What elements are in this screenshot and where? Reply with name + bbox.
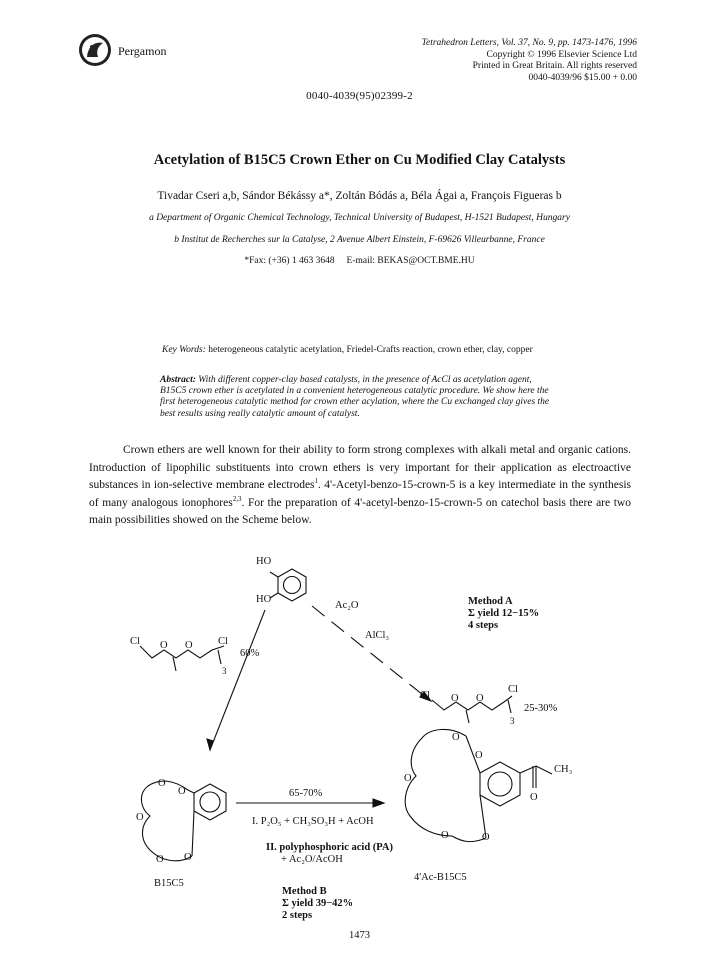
label-reagent-1: I. P₂O₅ + CH₃SO₃H + AcOH xyxy=(252,816,374,827)
label-o-ac-1: O xyxy=(452,732,460,743)
paper-title: Acetylation of B15C5 Crown Ether on Cu Modified Clay Catalysts xyxy=(153,152,566,168)
dichloro-ether-right xyxy=(432,696,512,723)
dashed-arrow-method-a xyxy=(312,606,423,695)
method-b-steps: 2 steps xyxy=(282,910,313,921)
label-o-left-2: O xyxy=(185,640,193,651)
label-alcl3: AlCl₃ xyxy=(365,630,390,641)
label-reagent-3: + Ac₂O/AcOH xyxy=(281,854,343,865)
label-cl-right-1: Cl xyxy=(420,690,430,701)
abstract xyxy=(160,375,560,420)
label-reagent-2: II. polyphosphoric acid (PA) xyxy=(266,842,393,853)
abstract-label: Abstract: xyxy=(160,375,196,385)
label-cl-right-2: Cl xyxy=(508,684,518,695)
journal-citation: Tetrahedron Letters, Vol. 37, No. 9, pp. 1473-1476, 1996 xyxy=(421,38,637,48)
publisher-name: Pergamon xyxy=(118,44,167,58)
method-a-steps: 4 steps xyxy=(468,620,499,631)
label-ho-bottom: HO xyxy=(256,594,272,605)
dichloro-ether-left xyxy=(140,646,224,671)
paragraph-1-part-a: Crown ethers are well known for their ability to form strong complexes with alkali metal and organic cations. Introduction of lipophilic substituents into crown ethers is very important for their application as electroactive substances in ion-selective membrane electrodes xyxy=(89,444,631,491)
label-4ac-b15c5: 4'Ac-B15C5 xyxy=(414,872,467,883)
citation-ref-1: 1 xyxy=(314,477,319,486)
label-o-b15c5-2: O xyxy=(136,812,144,823)
label-b15c5: B15C5 xyxy=(154,878,184,889)
catechol-structure xyxy=(270,569,306,601)
label-25-30-percent: 25-30% xyxy=(524,703,558,714)
label-ac2o: Ac₂O xyxy=(335,600,359,611)
reaction-scheme xyxy=(0,540,719,910)
label-o-right-2: O xyxy=(476,693,484,704)
paragraph-1-part-c: . For the preparation of 4'-acetyl-benzo-15-crown-5 on catechol basis there are two main possibilities showed on the Scheme below. xyxy=(89,496,631,526)
issn-price-line: 0040-4039/96 $15.00 + 0.00 xyxy=(528,72,637,83)
body-text xyxy=(89,442,631,530)
label-o-right-1: O xyxy=(451,693,459,704)
keywords-label: Key Words: xyxy=(162,345,206,355)
label-o-ac-4: O xyxy=(441,830,449,841)
rights-line: Printed in Great Britain. All rights reserved xyxy=(472,61,637,71)
label-o-b15c5-4: O xyxy=(158,778,166,789)
author-list: Tivadar Cseri a,b, Sándor Békássy a*, Zoltán Bódás a, Béla Ágai a, François Figueras b xyxy=(157,190,562,202)
method-a-title: Method A xyxy=(468,596,513,607)
label-o-b15c5-5: O xyxy=(156,854,164,865)
label-sub-3-left: 3 xyxy=(222,666,227,676)
paragraph-1-part-b: . 4'-Acetyl-benzo-15-crown-5 is a key intermediate in the synthesis of many analogous ionophores xyxy=(89,479,631,509)
publisher-logo-icon xyxy=(78,33,112,67)
doi-code: 0040-4039(95)02399-2 xyxy=(306,90,413,102)
acetyl-b15c5-structure xyxy=(405,729,552,841)
label-o-left-1: O xyxy=(160,640,168,651)
keywords xyxy=(162,345,533,355)
label-ch3: CH₃ xyxy=(554,764,573,775)
abstract-text: With different copper-clay based catalysts, in the presence of AcCl as acetylation agent, B15C5 crown ether is acetylated in a convenient heterogeneous catalytic procedure. We show here the first heterogeneous catalytic method for crown ether acylation, where the Cu exchanged clay gives the best results using really catalytic amount of catalyst. xyxy=(160,375,550,419)
label-65-70-percent: 65-70% xyxy=(289,788,323,799)
label-sub-3-right: 3 xyxy=(510,716,515,726)
label-o-ac-3: O xyxy=(404,773,412,784)
label-o-ac-2: O xyxy=(475,750,483,761)
method-a-yield: Σ yield 12−15% xyxy=(468,608,540,619)
paragraph-1 xyxy=(89,442,631,530)
affiliation-b: b Institut de Recherches sur la Catalyse, 2 Avenue Albert Einstein, F-69626 Villeurbanne, France xyxy=(174,235,545,245)
label-ho-top: HO xyxy=(256,556,272,567)
label-carbonyl-o: O xyxy=(530,792,538,803)
affiliation-a: a Department of Organic Chemical Technology, Technical University of Budapest, H-1521 Budapest, Hungary xyxy=(149,213,570,223)
label-o-ac-5: O xyxy=(482,832,490,843)
label-cl-left-2: Cl xyxy=(218,636,228,647)
label-o-b15c5-1: O xyxy=(178,786,186,797)
label-cl-left-1: Cl xyxy=(130,636,140,647)
keywords-text: heterogeneous catalytic acetylation, Friedel-Crafts reaction, crown ether, clay, copper xyxy=(205,345,533,355)
citation-ref-2-3: 2,3 xyxy=(232,494,242,503)
contact-fax-email: *Fax: (+36) 1 463 3648 E-mail: BEKAS@OCT.BME.HU xyxy=(244,256,475,266)
label-o-b15c5-3: O xyxy=(184,852,192,863)
copyright-line: Copyright © 1996 Elsevier Science Ltd xyxy=(486,49,637,60)
journal-info xyxy=(337,38,637,84)
page-number: 1473 xyxy=(349,930,370,941)
arrow-to-b15c5 xyxy=(210,610,265,750)
label-60-percent: 60% xyxy=(240,648,260,659)
method-b-yield: Σ yield 39−42% xyxy=(282,898,354,909)
method-b-title: Method B xyxy=(282,886,327,897)
